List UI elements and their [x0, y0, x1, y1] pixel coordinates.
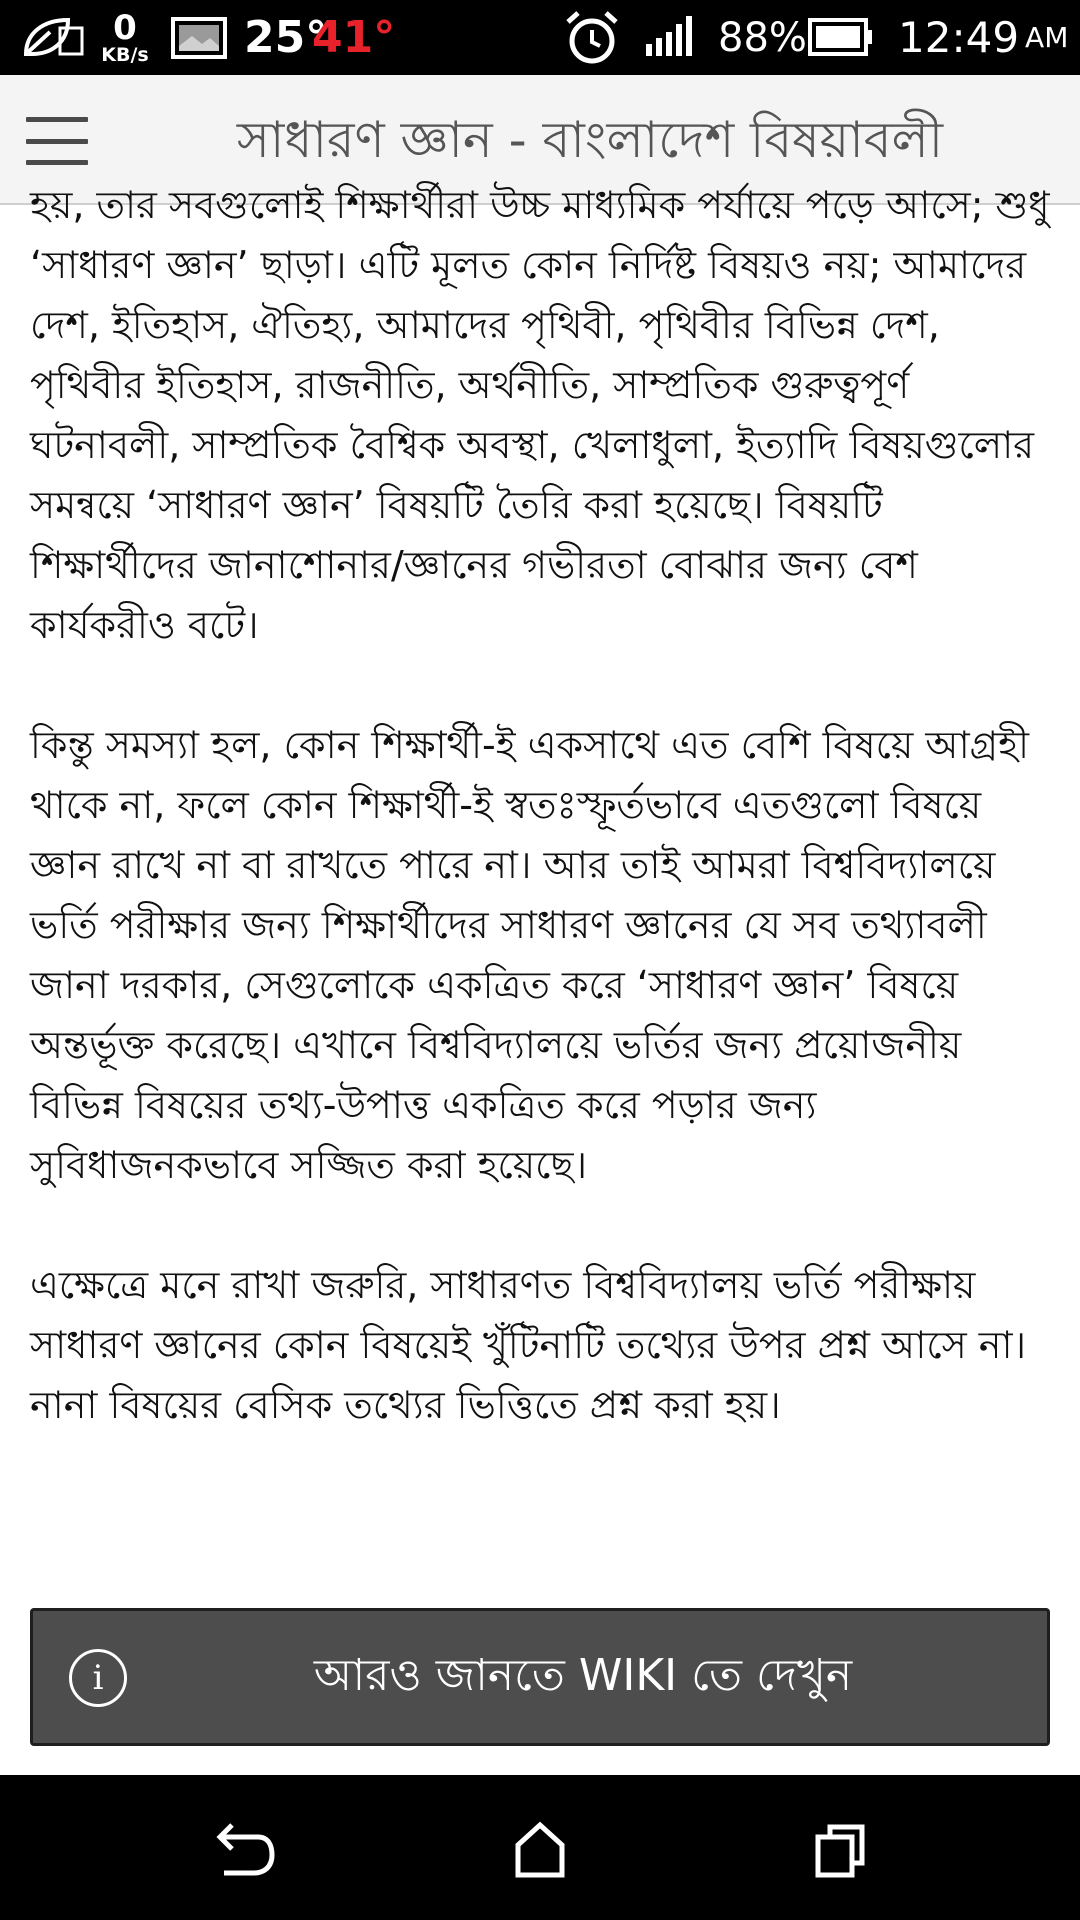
leaf-notification-icon — [20, 14, 86, 60]
temperature-alert: 41° — [312, 12, 396, 63]
wiki-button[interactable] — [30, 1608, 1050, 1746]
page-title: সাধারণ জ্ঞান - বাংলাদেশ বিষয়াবলী — [236, 111, 944, 169]
battery-percent: 88% — [718, 15, 807, 61]
article-paragraph-1: হয়, তার সবগুলোই শিক্ষার্থীরা উচ্চ মাধ্যমিক পর্যায়ে পড়ে আসে; শুধু ‘সাধারণ জ্ঞান’ ছাড়া। এটি মূলত কোন নির্দিষ্ট বিষয়ও নয়; আমাদের দেশ, ইতিহাস, ঐতিহ্য, আমাদের পৃথিবী, পৃথিবীর বিভিন্ন দেশ, পৃথিবীর ইতিহাস, রাজনীতি, অর্থনীতি, সাম্প্রতিক গুরুত্বপূর্ণ ঘটনাবলী, সাম্প্রতিক বৈশ্বিক অবস্থা, খেলাধুলা, ইত্যাদি বিষয়গুলোর সমন্বয়ে ‘সাধারণ জ্ঞান’ বিষয়টি তৈরি করা হয়েছে। বিষয়টি শিক্ষার্থীদের জানাশোনার/জ্ঞানের গভীরতা বোঝার জন্য বেশ কার্যকরীও বটে। — [30, 183, 1050, 647]
recent-apps-icon[interactable] — [800, 1811, 880, 1891]
hamburger-menu-icon[interactable] — [22, 113, 92, 169]
battery-icon — [808, 18, 874, 56]
wiki-button-label: আরও জানতে WIKI তে দেখুন — [313, 1650, 853, 1701]
network-speed-value: 0 — [113, 8, 137, 48]
navigation-bar — [0, 1775, 1080, 1920]
article-scroll-area[interactable] — [0, 183, 1080, 1775]
clock — [898, 8, 1068, 68]
alarm-icon — [564, 10, 620, 66]
status-bar — [0, 0, 1080, 75]
clock-time: 12:49 — [898, 13, 1020, 62]
home-icon[interactable] — [500, 1811, 580, 1891]
article-paragraph-2: কিন্তু সমস্যা হল, কোন শিক্ষার্থী-ই একসাথে এত বেশি বিষয়ে আগ্রহী থাকে না, ফলে কোন শিক্ষার্থী-ই স্বতঃস্ফূর্তভাবে এতগুলো বিষয়ে জ্ঞান রাখে না বা রাখতে পারে না। আর তাই আমরা বিশ্ববিদ্যালয়ে ভর্তি পরীক্ষার জন্য শিক্ষার্থীদের সাধারণ জ্ঞানের যে সব তথ্যাবলী জানা দরকার, সেগুলোকে একত্রিত করে ‘সাধারণ জ্ঞান’ বিষয়ে অন্তর্ভূক্ত করেছে। এখানে বিশ্ববিদ্যালয়ে ভর্তির জন্য প্রয়োজনীয় বিভিন্ন বিষয়ের তথ্য-উপাত্ত একত্রিত করে পড়ার জন্য সুবিধাজনকভাবে সজ্জিত করা হয়েছে। — [30, 723, 1029, 1187]
gallery-icon — [170, 16, 228, 60]
network-speed — [92, 4, 158, 72]
info-icon: i — [69, 1649, 127, 1707]
clock-ampm: AM — [1025, 21, 1069, 54]
temperature: 25° — [244, 12, 328, 63]
network-speed-unit: KB/s — [101, 44, 149, 66]
article-body — [30, 175, 1052, 1495]
article-paragraph-3: এক্ষেত্রে মনে রাখা জরুরি, সাধারণত বিশ্ববিদ্যালয় ভর্তি পরীক্ষায় সাধারণ জ্ঞানের কোন বিষয়েই খুঁটিনাটি তথ্যের উপর প্রশ্ন আসে না। নানা বিষয়ের বেসিক তথ্যের ভিত্তিতে প্রশ্ন করা হয়। — [30, 1263, 1027, 1427]
signal-icon — [644, 14, 702, 58]
back-icon[interactable] — [200, 1811, 280, 1891]
